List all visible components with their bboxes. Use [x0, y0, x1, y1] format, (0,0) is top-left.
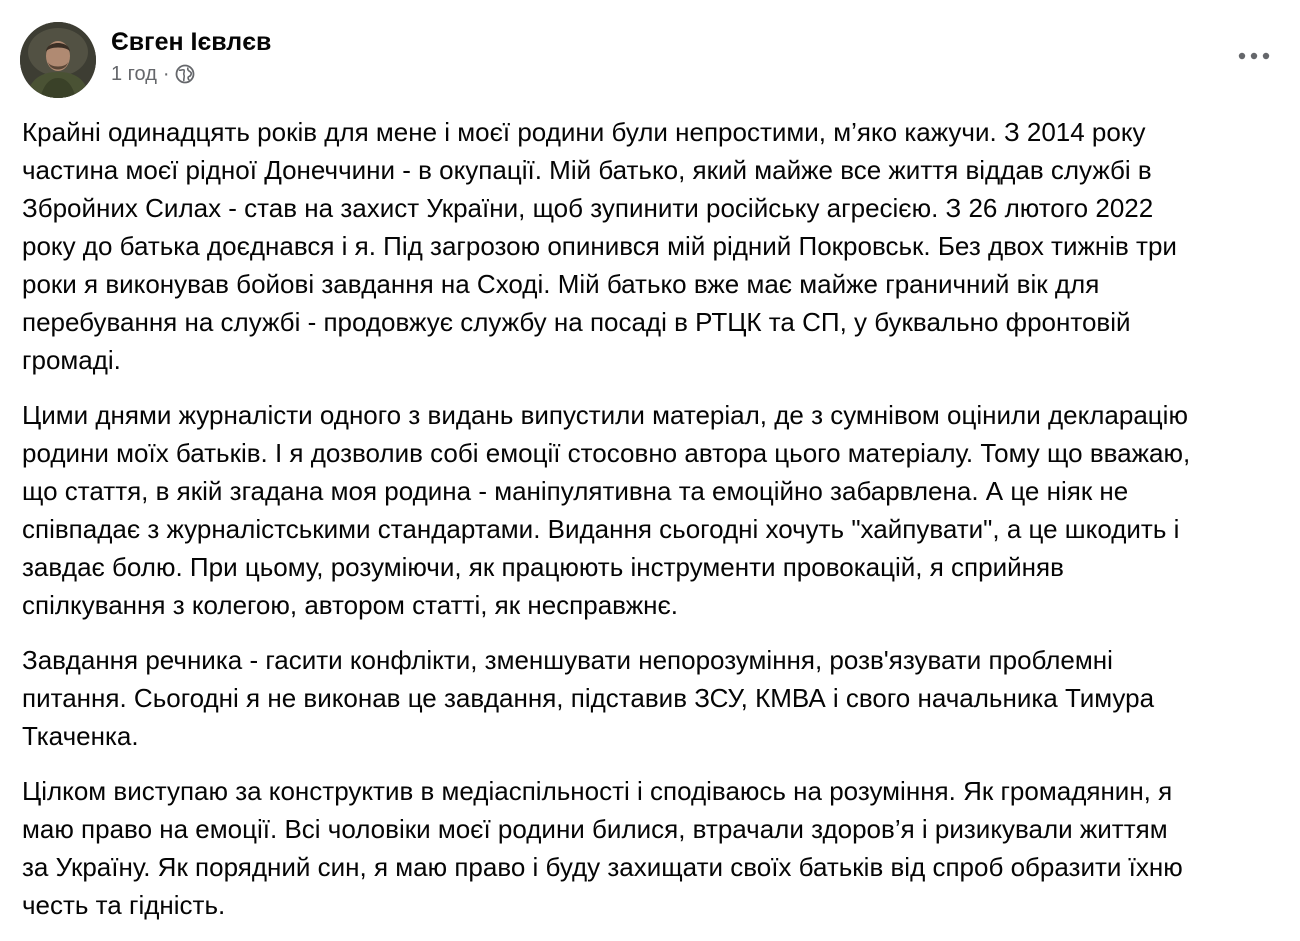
- avatar-photo: [20, 22, 96, 98]
- more-horizontal-icon: [1238, 52, 1270, 60]
- post-paragraph-4: Цілком виступаю за конструктив в медіаспільності і сподіваюсь на розуміння. Як громадянин, я маю право на емоції. Всі чоловіки моєї родини билися, втрачали здоров’я і ризикували життям за Україну. Як порядний син, я маю право і буду захищати своїх батьків від спроб образити їхню честь та гідність.: [22, 776, 1183, 920]
- avatar[interactable]: [20, 22, 96, 98]
- post-paragraph-2: Цими днями журналісти одного з видань випустили матеріал, де з сумнівом оцінили декларацію родини моїх батьків. І я дозволив собі емоції стосовно автора цього матеріалу. Тому що вважаю, що стаття, в якій згадана моя родина - маніпулятивна та емоційно забарвлена. А це ніяк не співпадає з журналістськими стандартами. Видання сьогодні хочуть "хайпувати", а це шкодить і завдає болю. При цьому, розуміючи, як працюють інструменти провокацій, я сприйняв спілкування з колегою, автором статті, як несправжнє.: [22, 400, 1191, 620]
- post-timestamp[interactable]: 1 год: [111, 63, 157, 85]
- globe-icon[interactable]: [175, 64, 195, 84]
- post-body: [22, 113, 1287, 941]
- post-paragraph-1: Крайні одинадцять років для мене і моєї родини були непростими, м’яко кажучи. З 2014 року частина моєї рідної Донеччини - в окупації. Мій батько, який майже все життя віддав службі в Збройних Силах - став на захист України, щоб зупинити російську агресією. З 26 лютого 2022 року до батька доєднався і я. Під загрозою опинився мій рідний Покровськ. Без двох тижнів три роки я виконував бойові завдання на Сході. Мій батько вже має майже граничний вік для перебування на службі - продовжує службу на посаді в РТЦК та СП, у буквально фронтовій громаді.: [22, 117, 1177, 375]
- author-name[interactable]: Євген Ієвлєв: [111, 28, 272, 56]
- post-paragraph-3: Завдання речника - гасити конфлікти, зменшувати непорозуміння, розв'язувати проблемні питання. Сьогодні я не виконав це завдання, підставив ЗСУ, КМВА і свого начальника Тимура Ткаченка.: [22, 645, 1155, 751]
- post-meta: [111, 26, 271, 86]
- meta-separator: ·: [162, 63, 170, 85]
- more-options-button[interactable]: [1232, 38, 1276, 74]
- post-time-row: [111, 62, 271, 86]
- post-header: [20, 22, 271, 98]
